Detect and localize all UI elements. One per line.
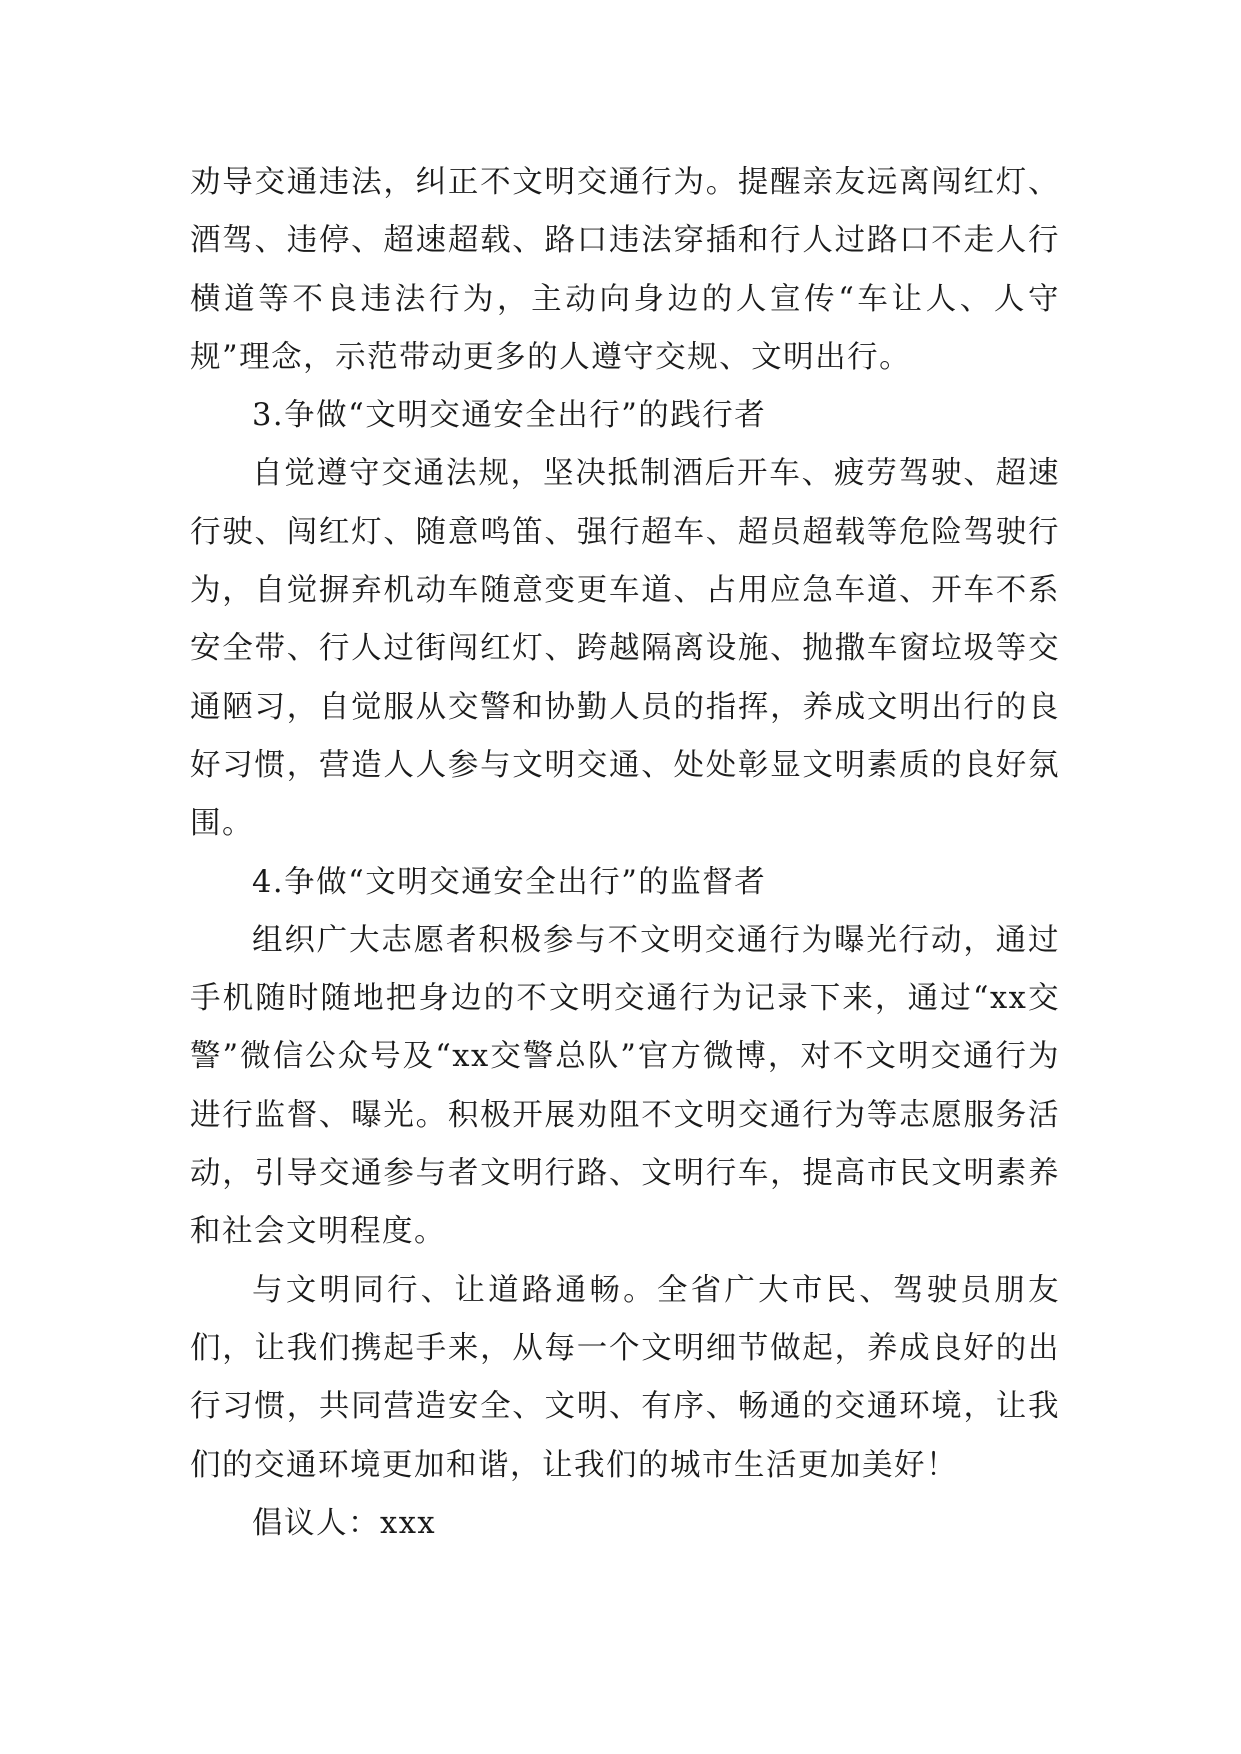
section-heading-4: 4.争做“文明交通安全出行”的监督者: [252, 864, 767, 900]
paragraph-section-3-body: 自觉遵守交通法规，坚决抵制酒后开车、疲劳驾驶、超速行驶、闯红灯、随意鸣笛、强行超车、超员超载等危险驾驶行为，自觉摒弃机动车随意变更车道、占用应急车道、开车不系安全带、行人过街闯红灯、跨越隔离设施、抛撒车窗垃圾等交通陋习，自觉服从交警和协勤人员的指挥，养成文明出行的良好习惯，营造人人参与文明交通、处处彰显文明素质的良好氛围。: [190, 456, 1060, 842]
signature-line: 倡议人：xxx: [252, 1505, 437, 1541]
paragraph-closing-appeal: 与文明同行、让道路通畅。全省广大市民、驾驶员朋友们，让我们携起手来，从每一个文明细节做起，养成良好的出行习惯，共同营造安全、文明、有序、畅通的交通环境，让我们的交通环境更加和谐，让我们的城市生活更加美好！: [190, 1272, 1060, 1483]
section-heading-3: 3.争做“文明交通安全出行”的践行者: [252, 398, 767, 434]
document-body: [190, 154, 1060, 1553]
paragraph-section-4-body: 组织广大志愿者积极参与不文明交通行为曝光行动，通过手机随时随地把身边的不文明交通行为记录下来，通过“xx交警”微信公众号及“xx交警总队”官方微博，对不文明交通行为进行监督、曝光。积极开展劝阻不文明交通行为等志愿服务活动，引导交通参与者文明行路、文明行车，提高市民文明素养和社会文明程度。: [190, 922, 1060, 1250]
paragraph-continued-text: 劝导交通违法，纠正不文明交通行为。提醒亲友远离闯红灯、酒驾、违停、超速超载、路口违法穿插和行人过路口不走人行横道等不良违法行为，主动向身边的人宣传“车让人、人守规”理念，示范带动更多的人遵守交规、文明出行。: [190, 165, 1060, 375]
